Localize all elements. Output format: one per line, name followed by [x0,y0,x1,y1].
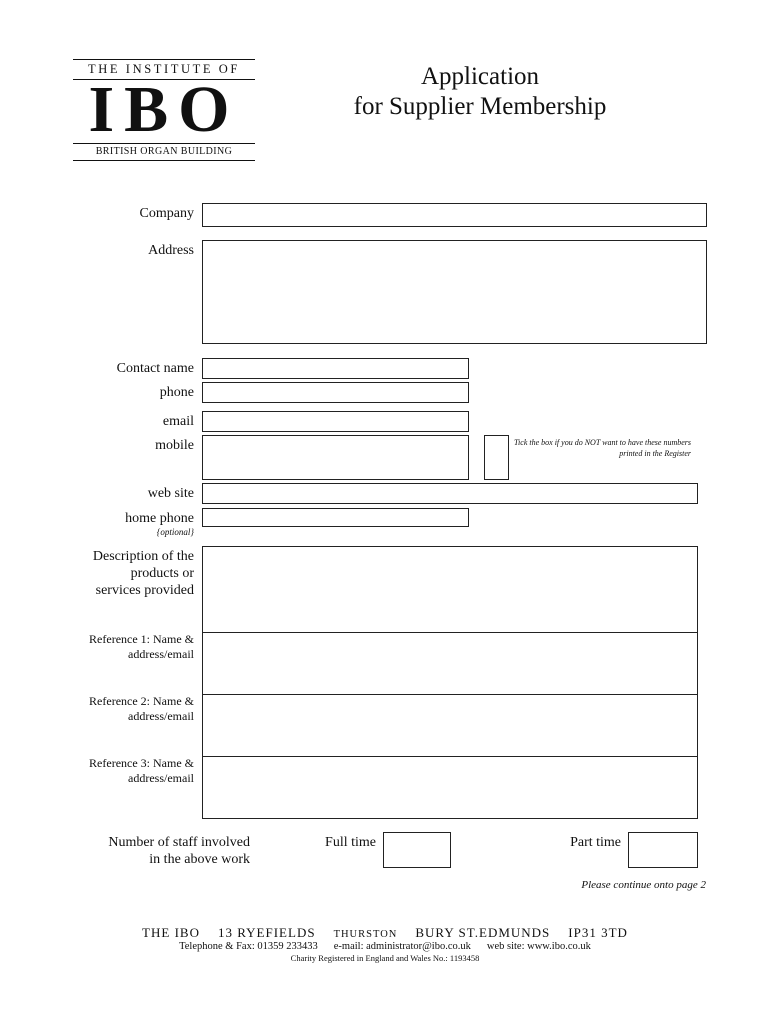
logo-top-text: THE INSTITUTE OF [87,62,240,76]
description-label-2: products or [130,566,194,581]
reference-1-label-2: address/email [128,647,194,661]
logo-bottom-text: BRITISH ORGAN BUILDING [95,146,233,157]
footer-org: THE IBO [142,925,200,940]
full-time-field[interactable] [383,832,451,868]
contact-name-field[interactable] [202,358,469,379]
reference-3-field[interactable] [202,756,698,819]
address-label: Address [148,243,194,258]
mobile-field[interactable] [202,435,469,480]
optional-note: {optional} [156,527,194,537]
reference-3-label-1: Reference 3: Name & [89,756,194,770]
logo-rule-top [73,59,255,60]
home-phone-label: home phone [125,511,194,526]
home-phone-field[interactable] [202,508,469,527]
part-time-label: Part time [570,835,621,850]
mobile-label: mobile [155,438,194,453]
page-title-line1: Application [420,63,540,90]
footer-postcode: IP31 3TD [568,925,628,940]
page-title-line2: for Supplier Membership [353,93,607,120]
description-label-3: services provided [95,583,194,598]
reference-2-label-1: Reference 2: Name & [89,694,194,708]
footer-village: THURSTON [333,929,398,940]
company-label: Company [139,206,194,221]
tick-box-note: Tick the box if you do NOT want to have these numbers printed in the Register [514,438,691,458]
logo-rule-bottom [73,160,255,161]
footer-email: e-mail: administrator@ibo.co.uk [333,941,471,952]
email-label: email [162,414,194,429]
continue-note: Please continue onto page 2 [581,879,706,891]
description-label-1: Description of the [92,549,194,564]
company-field[interactable] [202,203,707,227]
staff-label-2: in the above work [149,852,250,867]
web-site-field[interactable] [202,483,698,504]
full-time-label: Full time [325,835,376,850]
phone-label: phone [159,385,194,400]
reference-1-field[interactable] [202,632,698,695]
footer-street: 13 RYEFIELDS [217,925,316,940]
footer-website: web site: www.ibo.co.uk [486,941,591,952]
reference-2-label-2: address/email [128,709,194,723]
part-time-field[interactable] [628,832,698,868]
contact-name-label: Contact name [116,361,194,376]
description-field[interactable] [202,546,698,633]
phone-field[interactable] [202,382,469,403]
email-field[interactable] [202,411,469,432]
reference-1-label-1: Reference 1: Name & [89,632,194,646]
address-field[interactable] [202,240,707,344]
logo-letters: IBO [88,73,240,146]
footer-address [60,925,710,941]
footer-town: BURY ST.EDMUNDS [415,925,551,940]
footer-contact [60,941,710,952]
footer-charity: Charity Registered in England and Wales No.: 1193458 [290,953,480,963]
web-site-label: web site [147,486,194,501]
footer-telephone: Telephone & Fax: 01359 233433 [179,941,318,952]
reference-3-label-2: address/email [128,771,194,785]
reference-2-field[interactable] [202,694,698,757]
logo-rule-lower [73,143,255,144]
staff-label-1: Number of staff involved [108,835,250,850]
